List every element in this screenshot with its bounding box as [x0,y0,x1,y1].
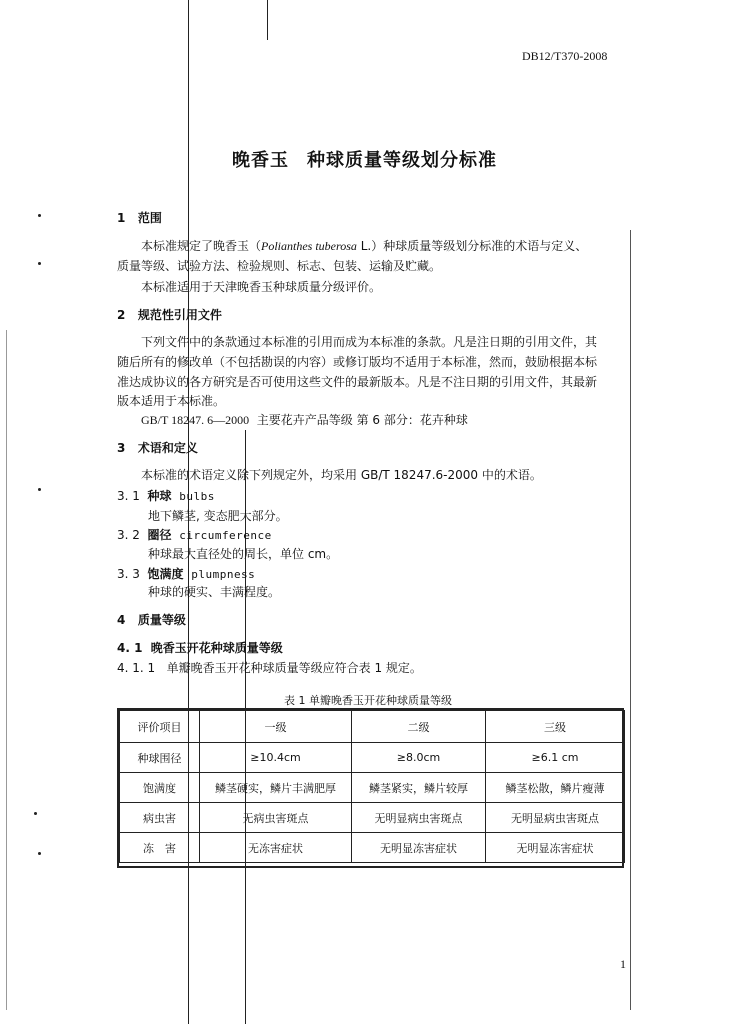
section-number: 1 [117,211,126,225]
term-3-2-definition: 种球最大直径处的周长，单位 cm。 [148,547,339,561]
reference-title: 主要花卉产品等级 第 6 部分：花卉种球 [256,413,468,427]
scan-speck [38,488,41,491]
table-cell: 无明显冻害症状 [352,833,486,863]
table-cell: 种球围径 [120,743,200,773]
table-header-cell: 一级 [200,711,352,743]
term-cn: 饱满度 [147,567,184,581]
subsection-title: 晚香玉开花种球质量等级 [150,641,283,655]
table-cell: 鳞茎紧实，鳞片较厚 [352,773,486,803]
scan-speck [38,852,41,855]
section-1-paragraph-2: 本标准适用于天津晚香玉种球质量分级评价。 [141,280,382,294]
clause-number: 4. 1. 1 [117,661,156,675]
table-row [120,833,625,863]
scan-speck [38,214,41,217]
title-part-1: 晚香玉 [232,150,289,171]
table-cell: 无病虫害斑点 [200,803,352,833]
table-cell: 无明显病虫害斑点 [352,803,486,833]
table-cell: 无明显病虫害斑点 [486,803,625,833]
term-number: 3. 1 [117,489,140,503]
table-header-row [120,711,625,743]
term-3-2 [117,527,272,544]
clause-text: 单瓣晚香玉开花种球质量等级应符合表 1 规定。 [166,661,422,675]
text-run: 本标准规定了晚香玉（ [141,239,262,253]
table-header-cell: 三级 [486,711,625,743]
term-en: circumference [179,529,272,542]
section-title: 范围 [137,211,162,225]
term-cn: 种球 [147,489,172,503]
section-title: 术语和定义 [137,441,198,455]
table-row [120,773,625,803]
table-cell: ≥6.1 cm [486,743,625,773]
section-2-line-4: 版本适用于本标准。 [117,394,226,408]
term-number: 3. 2 [117,528,140,542]
section-number: 4 [117,613,126,627]
table-header-cell: 评价项目 [120,711,200,743]
section-number: 2 [117,308,126,322]
normative-reference [141,412,468,428]
table-cell: 鳞茎松散，鳞片瘦薄 [486,773,625,803]
term-en: bulbs [179,490,215,503]
section-2-heading [117,307,222,323]
section-3-intro: 本标准的术语定义除下列规定外，均采用 GB/T 18247.6-2000 中的术语。 [141,468,542,482]
table-cell: 鳞茎硬实，鳞片丰满肥厚 [200,773,352,803]
table-row [120,803,625,833]
text-run: L.）种球质量等级划分标准的术语与定义、 [356,239,588,253]
term-3-1 [117,488,215,505]
grade-table [119,710,625,863]
table-cell: 无明显冻害症状 [486,833,625,863]
term-cn: 圈径 [147,528,172,542]
reference-code: GB/T 18247. 6—2000 [141,413,250,427]
table-header-cell: 二级 [352,711,486,743]
table-row [120,743,625,773]
scan-speck [38,262,41,265]
page-number: 1 [620,957,626,971]
table-cell: 饱满度 [120,773,200,803]
scan-speck [34,812,37,815]
table-cell: 冻 害 [120,833,200,863]
table-cell: 病虫害 [120,803,200,833]
section-1-paragraph-1-cont: 质量等级、试验方法、检验规则、标志、包装、运输及贮藏。 [117,259,442,273]
term-en: plumpness [191,568,256,581]
section-4-heading [117,612,186,628]
scan-artifact-line [6,330,7,1010]
table-cell: 无冻害症状 [200,833,352,863]
section-2-line-3: 准达成协议的各方研究是否可使用这些文件的最新版本。凡是不注日期的引用文件，其最新 [117,375,598,389]
term-3-3-definition: 种球的硬实、丰满程度。 [148,585,281,599]
term-number: 3. 3 [117,567,140,581]
document-title [232,150,497,172]
clause-4-1-1 [117,660,422,676]
table-caption: 表 1 单瓣晚香玉开花种球质量等级 [284,694,452,707]
subsection-4-1 [117,640,283,656]
table-cell: ≥10.4cm [200,743,352,773]
scan-artifact-line [630,230,631,1010]
section-3-heading [117,440,198,456]
title-part-2: 种球质量等级划分标准 [307,150,497,171]
term-3-1-definition: 地下鳞茎, 变态肥大部分。 [148,509,288,523]
section-2-line-2: 随后所有的修改单（不包括勘误的内容）或修订版均不适用于本标准，然而，鼓励根据本标 [117,355,598,369]
section-title: 质量等级 [137,613,186,627]
section-title: 规范性引用文件 [137,308,222,322]
scan-artifact-line [267,0,268,40]
section-2-line-1: 下列文件中的条款通过本标准的引用而成为本标准的条款。凡是注日期的引用文件，其 [141,335,598,349]
term-3-3 [117,566,255,583]
subsection-number: 4. 1 [117,641,143,655]
table-cell: ≥8.0cm [352,743,486,773]
section-1-heading [117,210,162,226]
latin-name: Polianthes tuberosa [261,239,357,253]
section-number: 3 [117,441,126,455]
section-1-paragraph-1 [141,238,587,254]
standard-code: DB12/T370-2008 [522,49,608,63]
